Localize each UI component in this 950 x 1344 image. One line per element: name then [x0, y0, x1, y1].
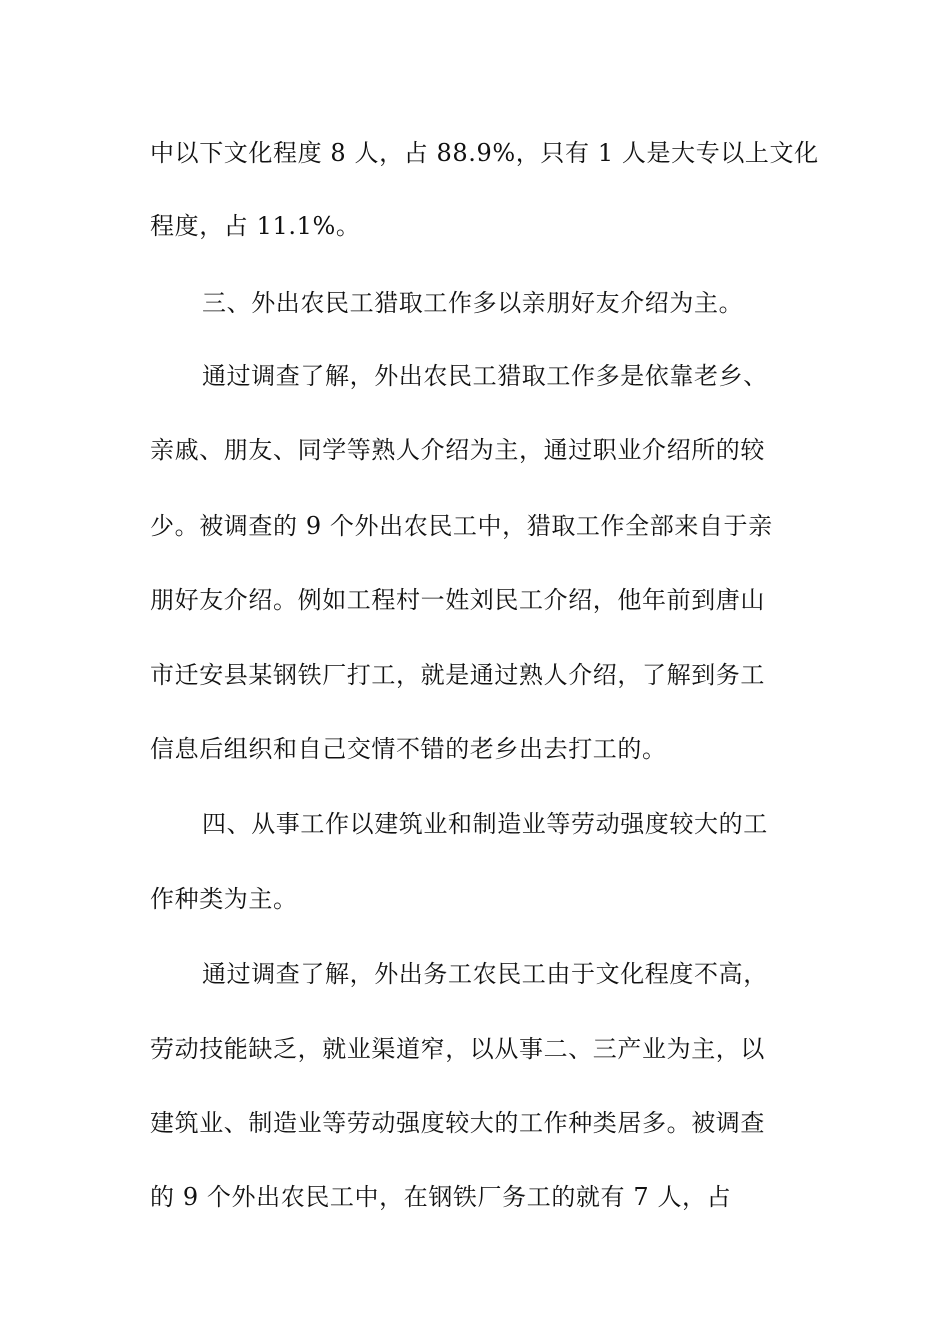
text-line: 的 9 个外出农民工中，在钢铁厂务工的就有 7 人，占: [150, 1183, 732, 1211]
section-heading: 三、外出农民工猎取工作多以亲朋好友介绍为主。: [202, 289, 744, 317]
text-line: 劳动技能缺乏，就业渠道窄，以从事二、三产业为主，以: [150, 1035, 765, 1063]
text-line: 少。被调查的 9 个外出农民工中，猎取工作全部来自于亲: [150, 512, 773, 540]
text-line: 朋好友介绍。例如工程村一姓刘民工介绍，他年前到唐山: [150, 586, 765, 614]
text-line: 程度，占 11.1%。: [150, 212, 361, 240]
section-heading-continued: 作种类为主。: [150, 885, 298, 913]
text-line: 通过调查了解，外出农民工猎取工作多是依靠老乡、: [202, 362, 768, 390]
section-heading: 四、从事工作以建筑业和制造业等劳动强度较大的工: [202, 810, 768, 838]
text-line: 信息后组织和自己交情不错的老乡出去打工的。: [150, 735, 667, 763]
text-line: 亲戚、朋友、同学等熟人介绍为主，通过职业介绍所的较: [150, 436, 765, 464]
text-line: 通过调查了解，外出务工农民工由于文化程度不高，: [202, 960, 768, 988]
text-line: 市迁安县某钢铁厂打工，就是通过熟人介绍，了解到务工: [150, 661, 765, 689]
text-line: 建筑业、制造业等劳动强度较大的工作种类居多。被调查: [150, 1109, 765, 1137]
text-line: 中以下文化程度 8 人，占 88.9%，只有 1 人是大专以上文化: [150, 139, 819, 167]
